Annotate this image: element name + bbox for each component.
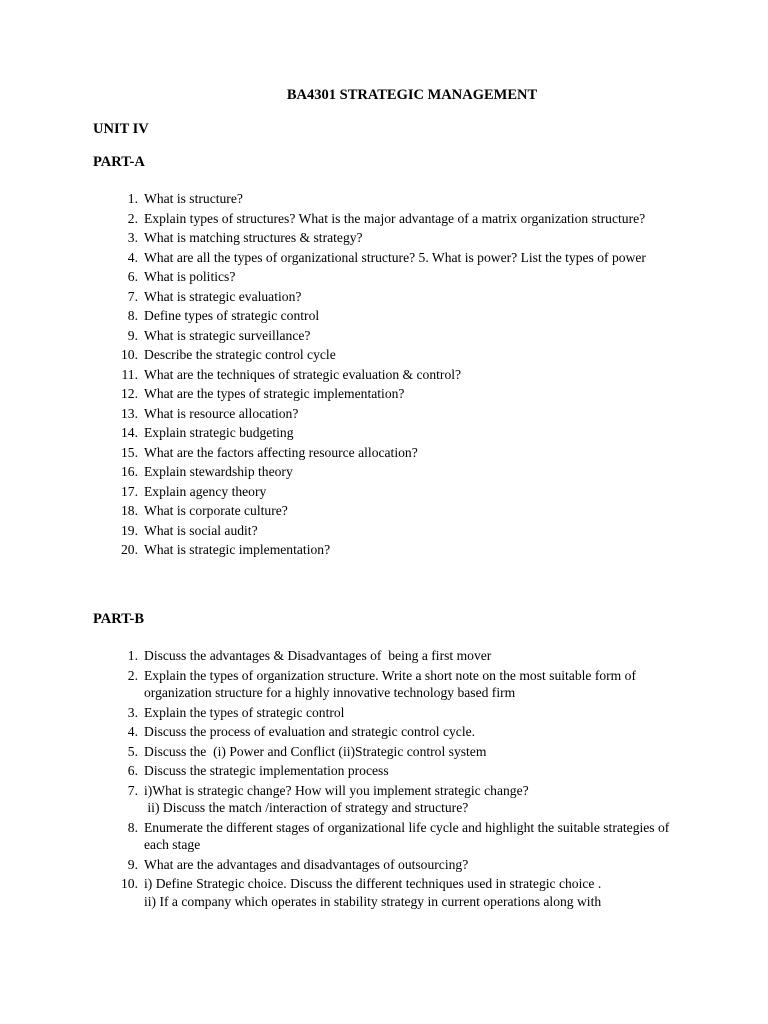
- question-number: 3.: [127, 704, 138, 720]
- question-item: [108, 288, 688, 306]
- question-text: What is strategic implementation?: [144, 542, 331, 557]
- question-text: [138, 704, 688, 722]
- question-number: 4.: [127, 249, 138, 265]
- question-number: 19.: [121, 522, 138, 538]
- question-number: 8.: [127, 819, 138, 835]
- question-item: [108, 463, 688, 481]
- question-number: 12.: [121, 386, 138, 401]
- question-number: 9.: [127, 327, 138, 343]
- question-item: [108, 704, 688, 722]
- question-text-line: Explain the types of organization structure. Write a short note on the most suitable form of organization structure for a highly innovative technology based firm: [144, 667, 640, 700]
- question-item: [108, 762, 688, 780]
- question-text: What is strategic evaluation?: [144, 288, 302, 304]
- question-number: 10.: [121, 347, 138, 362]
- question-text-line: i)What is strategic change? How will you implement strategic change?: [144, 782, 529, 798]
- question-item: [108, 249, 688, 267]
- question-number: 6.: [127, 763, 138, 778]
- question-text: [138, 667, 688, 702]
- question-item: [108, 444, 688, 462]
- part-a-heading: PART-A: [93, 154, 145, 170]
- question-text-line: Explain the types of strategic control: [144, 704, 345, 720]
- question-text: What is strategic surveillance?: [144, 327, 311, 343]
- question-item: [108, 483, 688, 501]
- question-number: 14.: [121, 425, 138, 440]
- question-number: 4.: [127, 724, 138, 739]
- question-text: What are all the types of organizational structure? 5. What is power? List the types of power: [144, 249, 646, 265]
- question-item: [108, 307, 688, 325]
- question-number: 20.: [121, 542, 138, 557]
- question-text: What is social audit?: [144, 522, 258, 538]
- part-b-question-list: [108, 647, 688, 912]
- question-number: 5.: [127, 743, 138, 759]
- question-item: [108, 229, 688, 247]
- question-text: [138, 875, 688, 910]
- question-text: Explain agency theory: [144, 483, 267, 499]
- question-number: 1.: [127, 191, 138, 206]
- question-item: [108, 210, 688, 228]
- question-item: [108, 522, 688, 540]
- question-text: [138, 743, 688, 761]
- question-text: [138, 762, 688, 780]
- document-title: BA4301 STRATEGIC MANAGEMENT: [286, 87, 538, 103]
- question-text: [138, 856, 688, 874]
- question-item: [108, 667, 688, 702]
- question-text-line: Discuss the strategic implementation process: [144, 763, 389, 778]
- question-text: Explain strategic budgeting: [144, 425, 294, 440]
- unit-heading: UNIT IV: [93, 121, 149, 137]
- question-text-line: ii) Discuss the match /interaction of strategy and structure?: [144, 800, 469, 815]
- question-text: [138, 723, 688, 741]
- question-item: [108, 405, 688, 423]
- question-number: 8.: [127, 308, 138, 323]
- question-item: [108, 268, 688, 286]
- part-a-question-list: [108, 190, 688, 561]
- part-b-heading: PART-B: [93, 611, 145, 627]
- question-text: Define types of strategic control: [144, 308, 320, 323]
- question-item: [108, 385, 688, 403]
- question-number: 7.: [127, 288, 138, 304]
- question-number: 1.: [127, 648, 138, 663]
- question-text: [138, 819, 688, 854]
- question-number: 3.: [127, 230, 138, 245]
- question-number: 13.: [121, 405, 138, 421]
- question-text: Explain types of structures? What is the major advantage of a matrix organization structure?: [144, 210, 646, 226]
- question-item: [108, 743, 688, 761]
- question-item: [108, 723, 688, 741]
- question-number: 18.: [121, 503, 138, 518]
- question-text: What are the techniques of strategic evaluation & control?: [144, 366, 462, 382]
- question-number: 6.: [127, 269, 138, 284]
- question-text-line: i) Define Strategic choice. Discuss the different techniques used in strategic choice .: [144, 876, 602, 891]
- question-text-line: Discuss the advantages & Disadvantages of being a first mover: [144, 648, 492, 663]
- question-number: 9.: [127, 856, 138, 872]
- question-item: [108, 424, 688, 442]
- question-number: 11.: [121, 366, 138, 382]
- question-text: Describe the strategic control cycle: [144, 347, 336, 362]
- question-item: [108, 327, 688, 345]
- question-item: [108, 502, 688, 520]
- question-item: [108, 190, 688, 208]
- question-text-line: Enumerate the different stages of organizational life cycle and highlight the suitable strategies of each stage: [144, 819, 673, 852]
- question-text: What are the types of strategic implementation?: [144, 386, 405, 401]
- question-item: [108, 875, 688, 910]
- question-text: Explain stewardship theory: [144, 464, 293, 479]
- question-text-line: Discuss the process of evaluation and strategic control cycle.: [144, 724, 476, 739]
- question-text: [138, 647, 688, 665]
- question-item: [108, 819, 688, 854]
- question-text-line: Discuss the (i) Power and Conflict (ii)Strategic control system: [144, 743, 487, 759]
- question-text: What are the factors affecting resource allocation?: [144, 444, 418, 460]
- question-number: 2.: [127, 210, 138, 226]
- question-item: [108, 782, 688, 817]
- question-text-line: ii) If a company which operates in stability strategy in current operations along with: [144, 893, 602, 909]
- question-item: [108, 541, 688, 559]
- question-text: What is matching structures & strategy?: [144, 230, 363, 245]
- question-item: [108, 346, 688, 364]
- question-item: [108, 647, 688, 665]
- question-text: What is politics?: [144, 269, 236, 284]
- question-number: 15.: [121, 444, 138, 460]
- question-number: 16.: [121, 464, 138, 479]
- question-number: 2.: [127, 667, 138, 683]
- question-number: 10.: [121, 876, 138, 891]
- question-number: 7.: [127, 782, 138, 798]
- question-number: 17.: [121, 483, 138, 499]
- question-text: What is resource allocation?: [144, 405, 299, 421]
- question-text-line: What are the advantages and disadvantages of outsourcing?: [144, 856, 469, 872]
- question-text: [138, 782, 688, 817]
- question-item: [108, 366, 688, 384]
- question-text: What is corporate culture?: [144, 503, 288, 518]
- question-item: [108, 856, 688, 874]
- question-text: What is structure?: [144, 191, 243, 206]
